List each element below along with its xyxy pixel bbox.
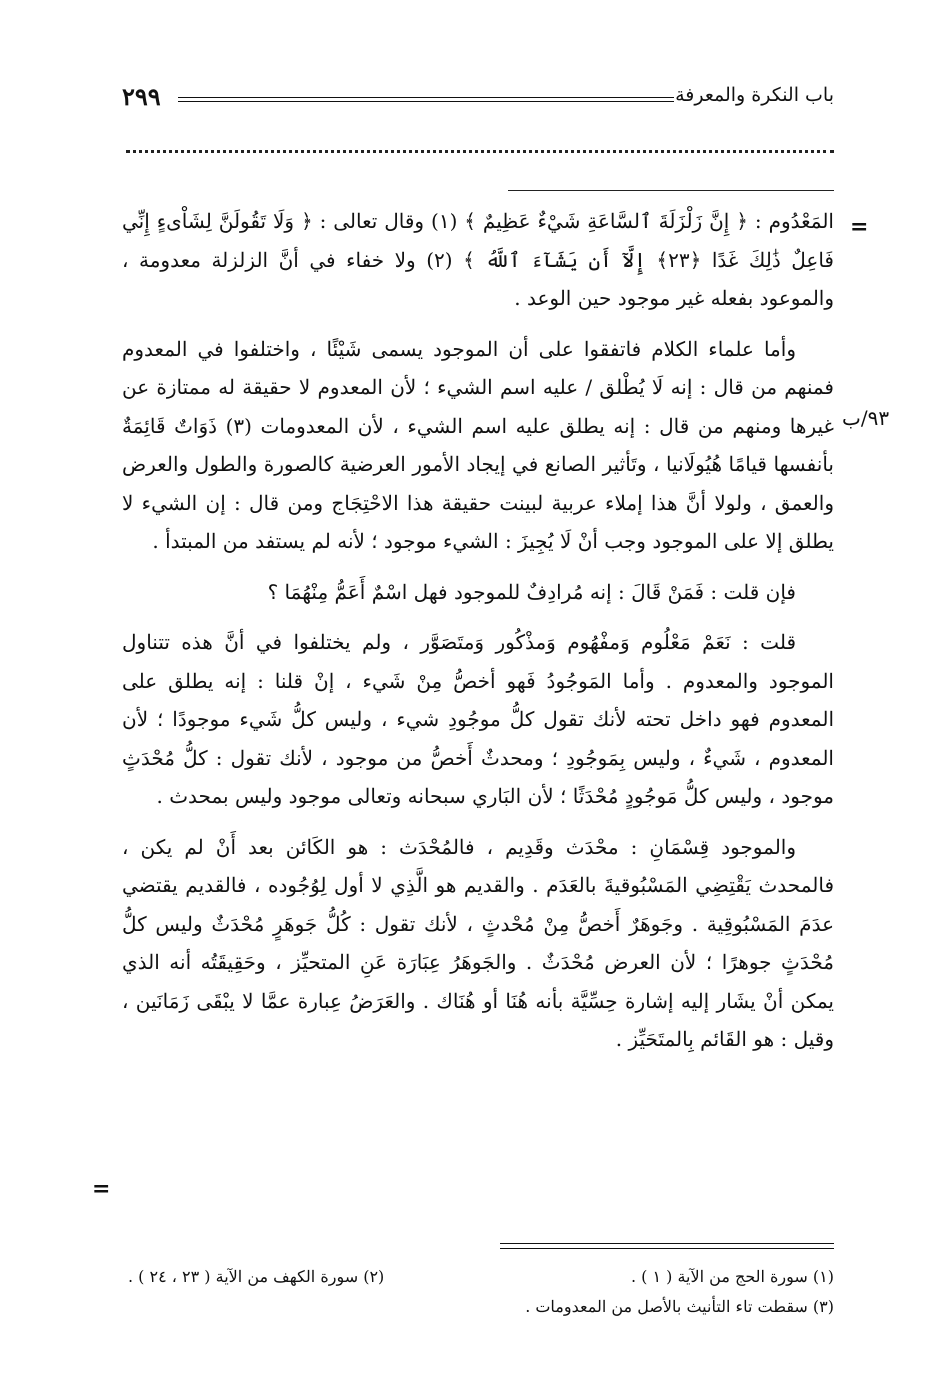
main-text (122, 202, 834, 1071)
footnote-3: (٣) سقطت تاء التأنيث بالأصل من المعدومات . (525, 1297, 834, 1316)
paragraph: المَعْدُوم : ﴿ إِنَّ زَلْزَلَةَ ٱلسَّاعَةِ شَيْءٌ عَظِيمٌ ﴾ (١) وقال تعالى : ﴿ وَلَا تَقُولَنَّ لِشَاْىءٍ إِنِّي فَاعِلٌ ذَٰلِكَ غَدًا ﴿٢٣﴾ إِلَّآ أَن يَشَآءَ ٱللَّهُ ﴾ (٢) ولا خفاء في أنَّ الزلزلة معدومة ، والموعود بفعله غير موجود حين الوعد . (122, 209, 834, 310)
paragraph: وأما علماء الكلام فاتفقوا على أن الموجود يسمى شَيْئًا ، واختلفوا في المعدوم فمنهم من قال : إنه لَا يُطْلق / عليه اسم الشيء ؛ لأن المعدوم لا حقيقة له ممتازة عن غيرها ومنهم من قال : إنه يطلق عليه اسم الشيء ، لأن المعدومات (٣) ذَوَاتٌ قَائِمَةٌ بأنفسها قيامًا هُيُولَانيا ، وتَأثير الصانع في إيجاد الأمور العرضية كالصورة والطول والعرض والعمق ، ولولا أنَّ هذا إملاء عربية لبينت حقيقة هذا الاحْتِجَاج ومن قال : إن الشيء لا يطلق إلا على الموجود وجب أنْ لَا يُجِيزَ : الشيء موجود ؛ لأنه لم يستفد من المبتدأ . (122, 336, 834, 553)
footnote-2: (٢) سورة الكهف من الآية ( ٢٣ ، ٢٤ ) . (128, 1267, 385, 1286)
page-number: ٢٩٩ (122, 82, 161, 111)
paragraph: والموجود قِسْمَانِ : محْدَث وقَدِيم ، فالمُحْدَث : هو الكَائن بعد أَنْ لم يكن ، فالمحدث يَقْتِضِي المَسْبُوقيةَ بالعَدَم . والقديم هو الَّذِي لا أول لِوُجُوده ، فالقديم يقتضي عدَمَ المَسْبُوقِية . وجَوهَرٌ أَخصُّ مِنْ مُحْدثٍ ، لأنك تقول : كُلُّ جَوهَرٍ مُحْدَثٌ وليس كلُّ مُحْدَثٍ جوهرًا ؛ لأن العرض مُحْدَثٌ . والجَوهَرُ عِبَارَة عَنِ المتحيِّز ، وحَقِيقَتُه أنه الذي يمكن أنْ يشَار إليه إشارة حِسِّيَّة بأنه هُنَا أو هُنَاك . والعَرَضُ عِبارة عمَّا لا يبْقَى زَمَانَين ، وقيل : هو القَائم بِالمتَحَيِّز . (122, 834, 834, 1051)
dotted-separator (126, 150, 834, 153)
footnote-rule (500, 1243, 834, 1249)
paragraph: فإن قلت : فَمَنْ قَالَ : إنه مُرادِفٌ للموجود فهل اسْمٌ أَعَمُّ مِنْهُمَا ؟ (267, 579, 796, 604)
continuation-rule (508, 190, 834, 191)
header-rule (178, 97, 674, 102)
manuscript-folio-marker: ٩٣/ب (842, 406, 890, 430)
paragraph: قلت : نَعَمْ مَعْلُوم وَمفْهُوم وَمذْكُور وَمتَصَوَّر ، ولم يختلفوا في أنَّ هذه تتناول الموجود والمعدوم . وأما المَوجُودُ فَهو أخصُّ مِنْ شَيء ، إنْ قلنا : إنه يطلق على المعدوم فهو داخل تحته لأنك تقول كلُّ موجُودِ شيء ، وليس كلُّ شَيء موجودًا ؛ لأن المعدوم ، شَيءٌ ، وليس بِمَوجُودِ ؛ ومحدثٌ أَخصُّ من موجود ، لأنك تقول : كلُّ مُحْدَثٍ موجود ، وليس كلُّ مَوجُودٍ مُحْدَثًا ؛ لأن البَاري سبحانه وتعالى موجود وليس بمحدث . (122, 630, 834, 808)
footnote-row (128, 1262, 834, 1292)
footnote-1: (١) سورة الحج من الآية ( ١ ) . (630, 1267, 834, 1286)
continuation-mark-top: = (850, 214, 869, 240)
running-header (122, 82, 834, 118)
continuation-mark-bottom: = (92, 1176, 111, 1202)
chapter-title: باب النكرة والمعرفة (675, 84, 834, 106)
footnotes (128, 1262, 834, 1322)
